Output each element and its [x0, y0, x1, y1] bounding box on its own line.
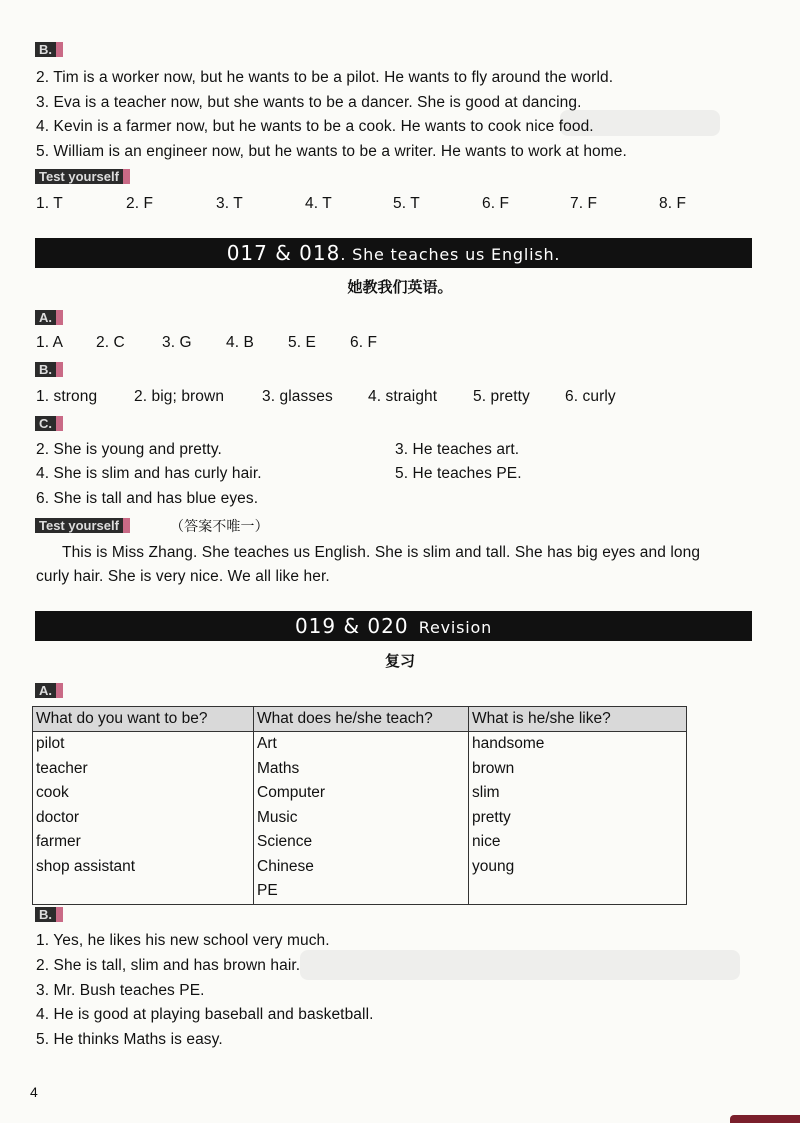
answer-line: 1. Yes, he likes his new school very much. [36, 932, 330, 949]
answer-item: 6. F [350, 334, 378, 351]
section-number: 019 & 020 [294, 614, 409, 638]
answer-item: 4. B [226, 334, 254, 351]
section-header-bar [35, 238, 752, 268]
table-cell [469, 879, 687, 904]
table-row [33, 781, 687, 806]
tag-c: C. [35, 416, 63, 431]
table-row [33, 757, 687, 782]
table-row [33, 830, 687, 855]
section-number: 017 & 018 [226, 241, 341, 265]
table-cell: cook [33, 781, 254, 806]
answer-line: 5. He teaches PE. [395, 465, 522, 482]
tag-b: B. [35, 42, 63, 57]
table-cell: Computer [254, 781, 469, 806]
section-title: . She teaches us English. [340, 245, 561, 264]
table-cell: Music [254, 806, 469, 831]
table-cell: teacher [33, 757, 254, 782]
table-cell: doctor [33, 806, 254, 831]
answer-item: 4. straight [368, 388, 438, 405]
answer-item: 2. C [96, 334, 125, 351]
paragraph-line: This is Miss Zhang. She teaches us English. She is slim and tall. She has big eyes and long [62, 544, 701, 561]
table-row [33, 879, 687, 904]
section-header-bar [35, 611, 752, 641]
answer-item: 1. T [36, 195, 63, 212]
answer-item: 2. big; brown [134, 388, 225, 405]
tag-b: B. [35, 362, 63, 377]
answer-item: 8. F [659, 195, 687, 212]
answer-item: 5. E [288, 334, 316, 351]
answer-line: 5. William is an engineer now, but he wants to be a writer. He wants to work at home. [36, 143, 627, 160]
section-subtitle: 复习 [384, 652, 415, 670]
table-cell: farmer [33, 830, 254, 855]
answer-line: 2. Tim is a worker now, but he wants to be a pilot. He wants to fly around the world. [36, 69, 614, 86]
answer-item: 5. pretty [473, 388, 530, 405]
tag-a: A. [35, 683, 63, 698]
section-title: Revision [418, 618, 493, 637]
table-cell: shop assistant [33, 855, 254, 880]
revision-table [32, 706, 687, 905]
answer-line: 3. Mr. Bush teaches PE. [36, 982, 205, 999]
page-number: 4 [30, 1084, 38, 1100]
table-header-row [33, 707, 687, 732]
table-cell: brown [469, 757, 687, 782]
scan-smudge [300, 950, 740, 980]
table-cell: Art [254, 732, 469, 757]
table-row [33, 855, 687, 880]
column-header: What does he/she teach? [254, 707, 469, 732]
answer-line: 4. He is good at playing baseball and basketball. [36, 1006, 374, 1023]
answer-line: 4. Kevin is a farmer now, but he wants to be a cook. He wants to cook nice food. [36, 118, 594, 135]
answer-line: 2. She is young and pretty. [36, 441, 222, 458]
tag-test-yourself: Test yourself [35, 518, 130, 533]
page-corner-decoration [730, 1115, 800, 1123]
answer-line: 2. She is tall, slim and has brown hair. [36, 957, 301, 974]
answer-line: 5. He thinks Maths is easy. [36, 1031, 223, 1048]
answer-item: 1. strong [36, 388, 98, 405]
answer-note: （答案不唯一） [170, 519, 269, 535]
answer-line: 3. Eva is a teacher now, but she wants to be a dancer. She is good at dancing. [36, 94, 582, 111]
table-cell [33, 879, 254, 904]
table-cell: handsome [469, 732, 687, 757]
table-cell: Chinese [254, 855, 469, 880]
answer-line: 6. She is tall and has blue eyes. [36, 490, 259, 507]
answer-line: 3. He teaches art. [395, 441, 520, 458]
table-cell: young [469, 855, 687, 880]
table-cell: nice [469, 830, 687, 855]
table-cell: pretty [469, 806, 687, 831]
table-cell: Maths [254, 757, 469, 782]
column-header: What is he/she like? [469, 707, 687, 732]
table-row [33, 732, 687, 757]
tag-a: A. [35, 310, 63, 325]
table-cell: slim [469, 781, 687, 806]
column-header: What do you want to be? [33, 707, 254, 732]
answer-item: 7. F [570, 195, 598, 212]
table-cell: PE [254, 879, 469, 904]
answer-item: 6. F [482, 195, 510, 212]
paragraph-line: curly hair. She is very nice. We all like her. [36, 568, 330, 585]
answer-item: 2. F [126, 195, 154, 212]
table-row [33, 806, 687, 831]
answer-item: 5. T [393, 195, 420, 212]
answer-item: 1. A [36, 334, 64, 351]
answer-item: 6. curly [565, 388, 616, 405]
answer-item: 4. T [305, 195, 332, 212]
answer-line: 4. She is slim and has curly hair. [36, 465, 262, 482]
table-cell: Science [254, 830, 469, 855]
answer-item: 3. glasses [262, 388, 333, 405]
section-subtitle: 她教我们英语。 [347, 278, 453, 296]
answer-item: 3. G [162, 334, 192, 351]
tag-test-yourself: Test yourself [35, 169, 130, 184]
answer-item: 3. T [216, 195, 243, 212]
table-cell: pilot [33, 732, 254, 757]
tag-b: B. [35, 907, 63, 922]
